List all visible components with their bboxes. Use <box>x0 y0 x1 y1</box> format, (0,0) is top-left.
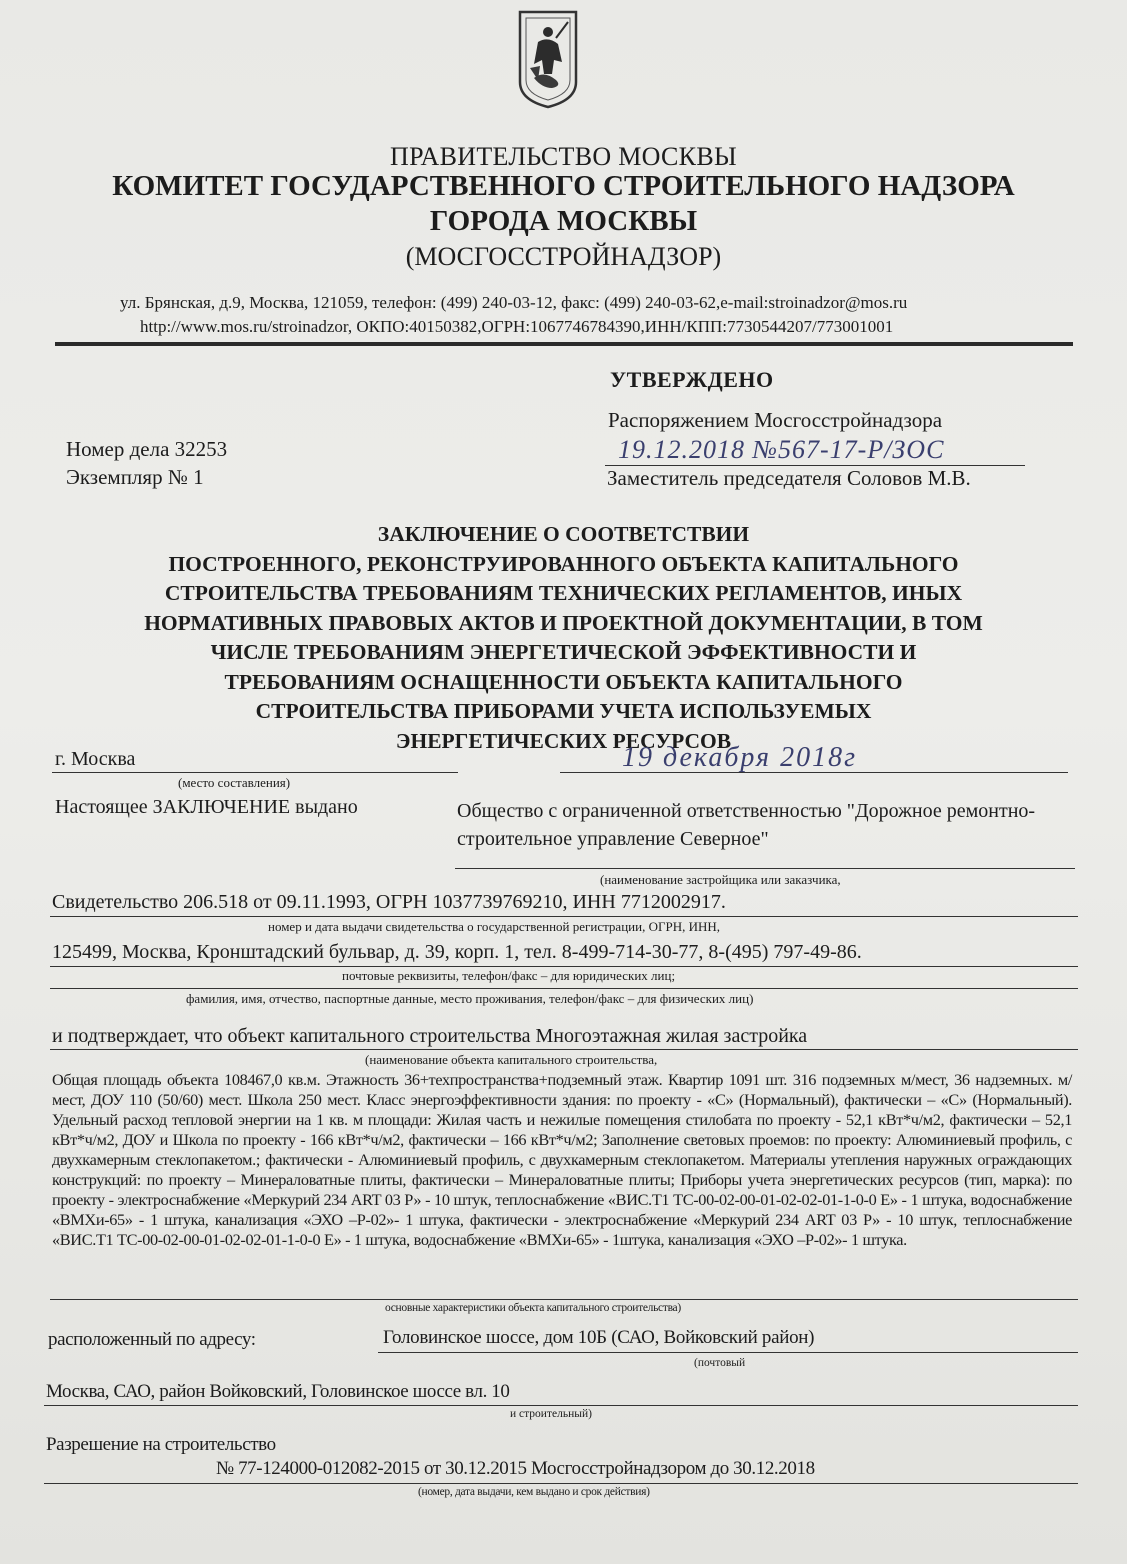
title-line: ТРЕБОВАНИЯМ ОСНАЩЕННОСТИ ОБЪЕКТА КАПИТАЛЬНОГО <box>224 669 903 694</box>
case-number: Номер дела 32253 <box>66 437 228 461</box>
title-line: ЗАКЛЮЧЕНИЕ О СООТВЕТСТВИИ <box>377 522 750 546</box>
permit-underline <box>44 1483 1078 1484</box>
title-line: ЧИСЛЕ ТРЕБОВАНИЯМ ЭНЕРГЕТИЧЕСКОЙ ЭФФЕКТИВНОСТИ И <box>210 640 917 664</box>
committee-short-name: (МОСГОССТРОЙНАДЗОР) <box>405 242 722 271</box>
postal-caption-person: фамилия, имя, отчество, паспортные данные, место проживания, телефон/факс – для физических лиц) <box>186 991 754 1006</box>
title-line: СТРОИТЕЛЬСТВА ПРИБОРАМИ УЧЕТА ИСПОЛЬЗУЕМЫХ <box>255 699 872 723</box>
permit-label: Разрешение на строительство <box>46 1434 276 1455</box>
object-caption: (наименование объекта капитального строительства, <box>365 1052 658 1067</box>
characteristics-underline <box>50 1299 1078 1300</box>
title-line: ПОСТРОЕННОГО, РЕКОНСТРУИРОВАННОГО ОБЪЕКТА КАПИТАЛЬНОГО <box>168 551 959 576</box>
copy-number: Экземпляр № 1 <box>66 465 204 489</box>
title-line: НОРМАТИВНЫХ ПРАВОВЫХ АКТОВ И ПРОЕКТНОЙ ДОКУМЕНТАЦИИ, В ТОМ <box>144 610 983 635</box>
contact-address-line: ул. Брянская, д.9, Москва, 121059, телефон: (499) 240-03-12, факс: (499) 240-03-62,e-mail:stroinadzor@mos.ru <box>120 293 908 312</box>
approved-label: УТВЕРЖДЕНО <box>610 367 774 392</box>
person-underline <box>50 988 1078 989</box>
construction-address-underline <box>44 1405 1078 1406</box>
contact-registration-line: http://www.mos.ru/stroinadzor, ОКПО:40150382,ОГРН:1067746784390,ИНН/КПП:7730544207/773001001 <box>140 317 894 336</box>
permit-value: № 77-124000-012082-2015 от 30.12.2015 Мосгосстройнадзором до 30.12.2018 <box>216 1458 815 1479</box>
committee-city: ГОРОДА МОСКВЫ <box>429 205 698 237</box>
organization-caption: (наименование застройщика или заказчика, <box>600 872 841 887</box>
registration-certificate: Свидетельство 206.518 от 09.11.1993, ОГРН 1037739769210, ИНН 7712002917. <box>52 891 726 913</box>
permit-caption: (номер, дата выдачи, кем выдано и срок действия) <box>418 1486 650 1498</box>
approval-order: Распоряжением Мосгосстройнадзора <box>608 408 943 432</box>
place-city: г. Москва <box>55 748 136 770</box>
moscow-coat-of-arms-icon <box>516 8 580 110</box>
object-confirmation: и подтверждает, что объект капитального строительства Многоэтажная жилая застройка <box>52 1025 808 1047</box>
title-line: СТРОИТЕЛЬСТВА ТРЕБОВАНИЯМ ТЕХНИЧЕСКИХ РЕГЛАМЕНТОВ, ИНЫХ <box>164 581 963 605</box>
object-underline <box>50 1049 1078 1050</box>
certificate-underline <box>50 916 1078 917</box>
characteristics-caption: основные характеристики объекта капитального строительства) <box>385 1302 681 1314</box>
approval-deputy: Заместитель председателя Соловов М.В. <box>607 466 971 490</box>
postal-caption-legal: почтовые реквизиты, телефон/факс – для юридических лиц; <box>342 968 676 983</box>
committee-name: КОМИТЕТ ГОСУДАРСТВЕННОГО СТРОИТЕЛЬНОГО НАДЗОРА <box>112 170 1015 202</box>
certificate-caption: номер и дата выдачи свидетельства о государственной регистрации, ОГРН, ИНН, <box>268 919 721 934</box>
developer-organization: Общество с ограниченной ответственностью "Дорожное ремонтно-строительное управление Северное" <box>457 800 1036 850</box>
handwritten-order-number: 19.12.2018 №567-17-Р/ЗОС <box>618 435 945 464</box>
header-divider <box>55 342 1073 346</box>
handwritten-date: 19 декабря 2018г <box>622 742 857 773</box>
title-line: ЭНЕРГЕТИЧЕСКИХ РЕСУРСОВ <box>395 728 732 753</box>
date-underline <box>560 772 1068 773</box>
place-caption: (место составления) <box>178 775 291 790</box>
postal-underline <box>50 966 1078 967</box>
construction-address-caption: и строительный) <box>510 1408 592 1420</box>
object-characteristics: Общая площадь объекта 108467,0 кв.м. Этажность 36+техпространства+подземный этаж. Квартир 1091 шт. 316 подземных м/мест, 36 надземных. м/мест, ДОУ 110 (50/60) мест. Школа 250 мест. Класс энергоэффективности здания: по проекту - «С» (Нормальный), фактически – «С» (Нормальный). Удельный расход тепловой энергии на 1 кв. м площади: Жилая часть и нежилые помещения стилобата по проекту - 52,1 кВт*ч/м2, фактически – 52,1 кВт*ч/м2, ДОУ и Школа по проекту - 166 кВт*ч/м2, фактически – 166 кВт*ч/м2; Заполнение световых проемов: по проекту: Алюминиевый профиль, с двухкамерным стеклопакетом.; фактически - Алюминиевый профиль, с двухкамерным стеклопакетом. Материалы утепления наружных ограждающих конструкций: по проекту – Минераловатные плиты, фактически – Минераловатные плиты; Приборы учета энергетических ресурсов (тип, марка): по проекту - электроснабжение «Меркурий 234 ART 03 Р» - 10 штук, теплоснабжение «ВИС.Т1 ТС-00-02-00-01-02-02-01-1-0-0 Е» - 1 штука, водоснабжение «ВМХи-65» - 1 штука, канализация «ЭХО –Р-02»- 1 штука, фактически - электроснабжение «Меркурий 234 ART 03 Р» - 10 штук, теплоснабжение «ВИС.Т1 ТС-00-02-00-01-02-02-01-1-0-0 Е» - 1 штука, водоснабжение «ВМХи-65» - 1штука, канализация «ЭХО –Р-02»- 1 штука. <box>52 1070 1072 1249</box>
postal-details: 125499, Москва, Кронштадский бульвар, д. 39, корп. 1, тел. 8-499-714-30-77, 8-(495) 797-49-86. <box>52 941 862 963</box>
postal-address-value: Головинское шоссе, дом 10Б (САО, Войковский район) <box>383 1327 815 1348</box>
organization-underline <box>455 868 1075 869</box>
place-underline <box>52 772 458 773</box>
conclusion-title <box>0 520 1127 756</box>
government-name: ПРАВИТЕЛЬСТВО МОСКВЫ <box>390 142 737 171</box>
issued-label: Настоящее ЗАКЛЮЧЕНИЕ выдано <box>55 796 358 818</box>
construction-address-value: Москва, САО, район Войковский, Головинское шоссе вл. 10 <box>46 1381 510 1402</box>
address-underline <box>378 1352 1078 1353</box>
location-label: расположенный по адресу: <box>48 1329 256 1350</box>
postal-address-caption: (почтовый <box>694 1357 746 1369</box>
